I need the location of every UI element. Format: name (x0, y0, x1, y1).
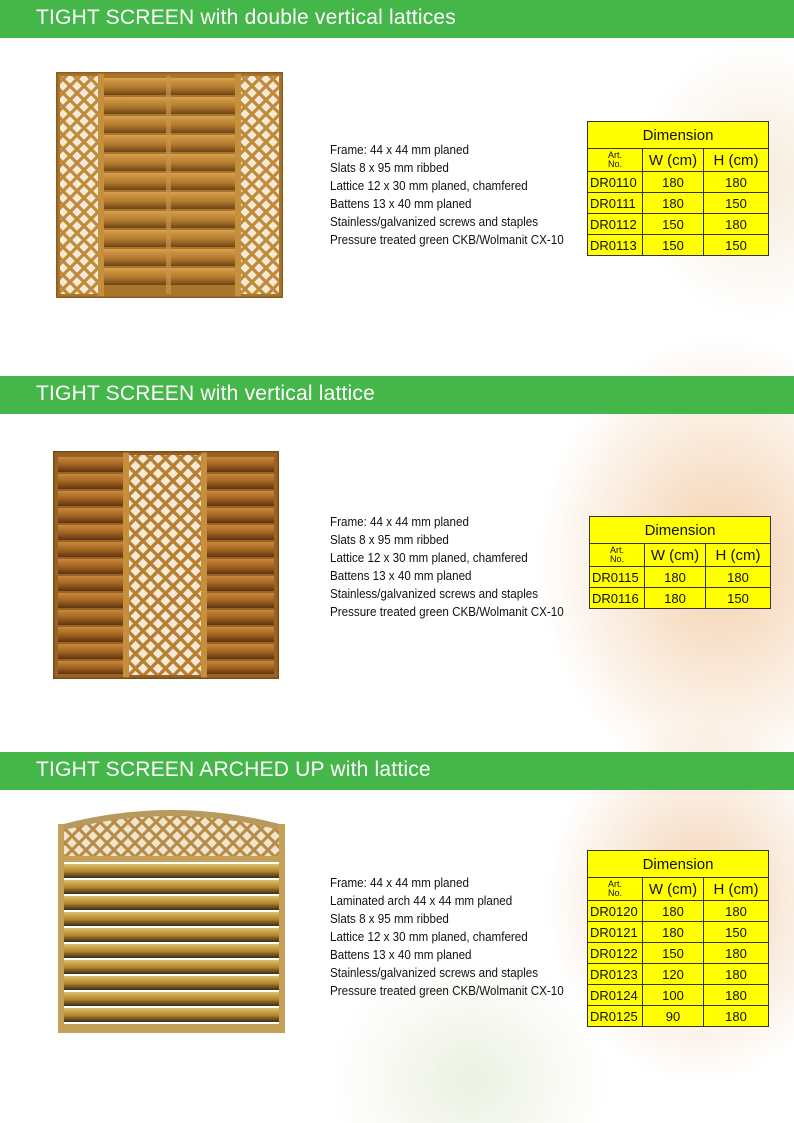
dimension-table-1 (587, 121, 769, 256)
section-1-title: TIGHT SCREEN with double vertical lattices (36, 6, 456, 29)
art-no-label: Art. No. (590, 544, 645, 567)
table-row (588, 172, 769, 193)
height-value: 180 (706, 567, 771, 588)
height-value: 180 (704, 901, 769, 922)
section-2-title: TIGHT SCREEN with vertical lattice (36, 382, 375, 405)
width-value: 120 (643, 964, 704, 985)
height-header: H (cm) (706, 544, 771, 567)
width-value: 180 (643, 901, 704, 922)
width-value: 180 (643, 172, 704, 193)
spec-line: Battens 13 x 40 mm planed (330, 569, 472, 583)
dimension-table-2 (589, 516, 771, 609)
width-value: 100 (643, 985, 704, 1006)
spec-line: Pressure treated green CKB/Wolmanit CX-10 (330, 984, 564, 998)
width-header: W (cm) (643, 878, 704, 901)
article-number: DR0125 (588, 1006, 643, 1027)
spec-line: Laminated arch 44 x 44 mm planed (330, 894, 513, 908)
height-value: 180 (704, 985, 769, 1006)
dimension-table-3 (587, 850, 769, 1027)
table-row (588, 901, 769, 922)
product-photo-vertical-lattice (53, 451, 279, 679)
spec-line: Frame: 44 x 44 mm planed (330, 515, 469, 529)
article-number: DR0123 (588, 964, 643, 985)
width-value: 180 (645, 567, 706, 588)
product-photo-double-lattice (56, 72, 283, 298)
article-number: DR0110 (588, 172, 643, 193)
width-value: 90 (643, 1006, 704, 1027)
article-number: DR0113 (588, 235, 643, 256)
table-row (590, 567, 771, 588)
width-value: 150 (643, 214, 704, 235)
height-value: 180 (704, 172, 769, 193)
section-3-specs (330, 874, 564, 1000)
height-header: H (cm) (704, 149, 769, 172)
table-row (590, 588, 771, 609)
height-value: 150 (704, 193, 769, 214)
section-2-banner (0, 376, 794, 414)
table-row (588, 193, 769, 214)
article-number: DR0120 (588, 901, 643, 922)
width-value: 180 (645, 588, 706, 609)
section-3-title: TIGHT SCREEN ARCHED UP with lattice (36, 758, 431, 781)
section-3-banner (0, 752, 794, 790)
spec-line: Lattice 12 x 30 mm planed, chamfered (330, 930, 528, 944)
spec-line: Frame: 44 x 44 mm planed (330, 143, 469, 157)
width-value: 150 (643, 235, 704, 256)
spec-line: Battens 13 x 40 mm planed (330, 948, 472, 962)
width-value: 180 (643, 193, 704, 214)
spec-line: Stainless/galvanized screws and staples (330, 966, 539, 980)
height-header: H (cm) (704, 878, 769, 901)
table-row (588, 922, 769, 943)
table-heading: Dimension (590, 517, 771, 544)
article-number: DR0112 (588, 214, 643, 235)
section-2-specs (330, 513, 564, 621)
product-photo-arched-lattice (58, 808, 285, 1033)
spec-line: Stainless/galvanized screws and staples (330, 587, 539, 601)
article-number: DR0122 (588, 943, 643, 964)
table-row (588, 943, 769, 964)
section-1-banner (0, 0, 794, 38)
table-row (588, 964, 769, 985)
article-number: DR0115 (590, 567, 645, 588)
width-header: W (cm) (643, 149, 704, 172)
spec-line: Pressure treated green CKB/Wolmanit CX-10 (330, 233, 564, 247)
article-number: DR0116 (590, 588, 645, 609)
section-1-specs (330, 141, 564, 249)
art-no-label: Art. No. (588, 878, 643, 901)
spec-line: Frame: 44 x 44 mm planed (330, 876, 469, 890)
article-number: DR0121 (588, 922, 643, 943)
table-heading: Dimension (588, 122, 769, 149)
table-row (588, 235, 769, 256)
width-value: 150 (643, 943, 704, 964)
spec-line: Stainless/galvanized screws and staples (330, 215, 539, 229)
spec-line: Pressure treated green CKB/Wolmanit CX-10 (330, 605, 564, 619)
spec-line: Slats 8 x 95 mm ribbed (330, 533, 449, 547)
width-header: W (cm) (645, 544, 706, 567)
spec-line: Lattice 12 x 30 mm planed, chamfered (330, 179, 528, 193)
article-number: DR0124 (588, 985, 643, 1006)
table-row (588, 214, 769, 235)
height-value: 150 (704, 235, 769, 256)
height-value: 180 (704, 964, 769, 985)
height-value: 180 (704, 1006, 769, 1027)
art-no-label: Art. No. (588, 149, 643, 172)
width-value: 180 (643, 922, 704, 943)
table-row (588, 985, 769, 1006)
article-number: DR0111 (588, 193, 643, 214)
height-value: 150 (706, 588, 771, 609)
spec-line: Slats 8 x 95 mm ribbed (330, 161, 449, 175)
height-value: 180 (704, 943, 769, 964)
table-row (588, 1006, 769, 1027)
spec-line: Lattice 12 x 30 mm planed, chamfered (330, 551, 528, 565)
spec-line: Battens 13 x 40 mm planed (330, 197, 472, 211)
height-value: 180 (704, 214, 769, 235)
spec-line: Slats 8 x 95 mm ribbed (330, 912, 449, 926)
height-value: 150 (704, 922, 769, 943)
table-heading: Dimension (588, 851, 769, 878)
